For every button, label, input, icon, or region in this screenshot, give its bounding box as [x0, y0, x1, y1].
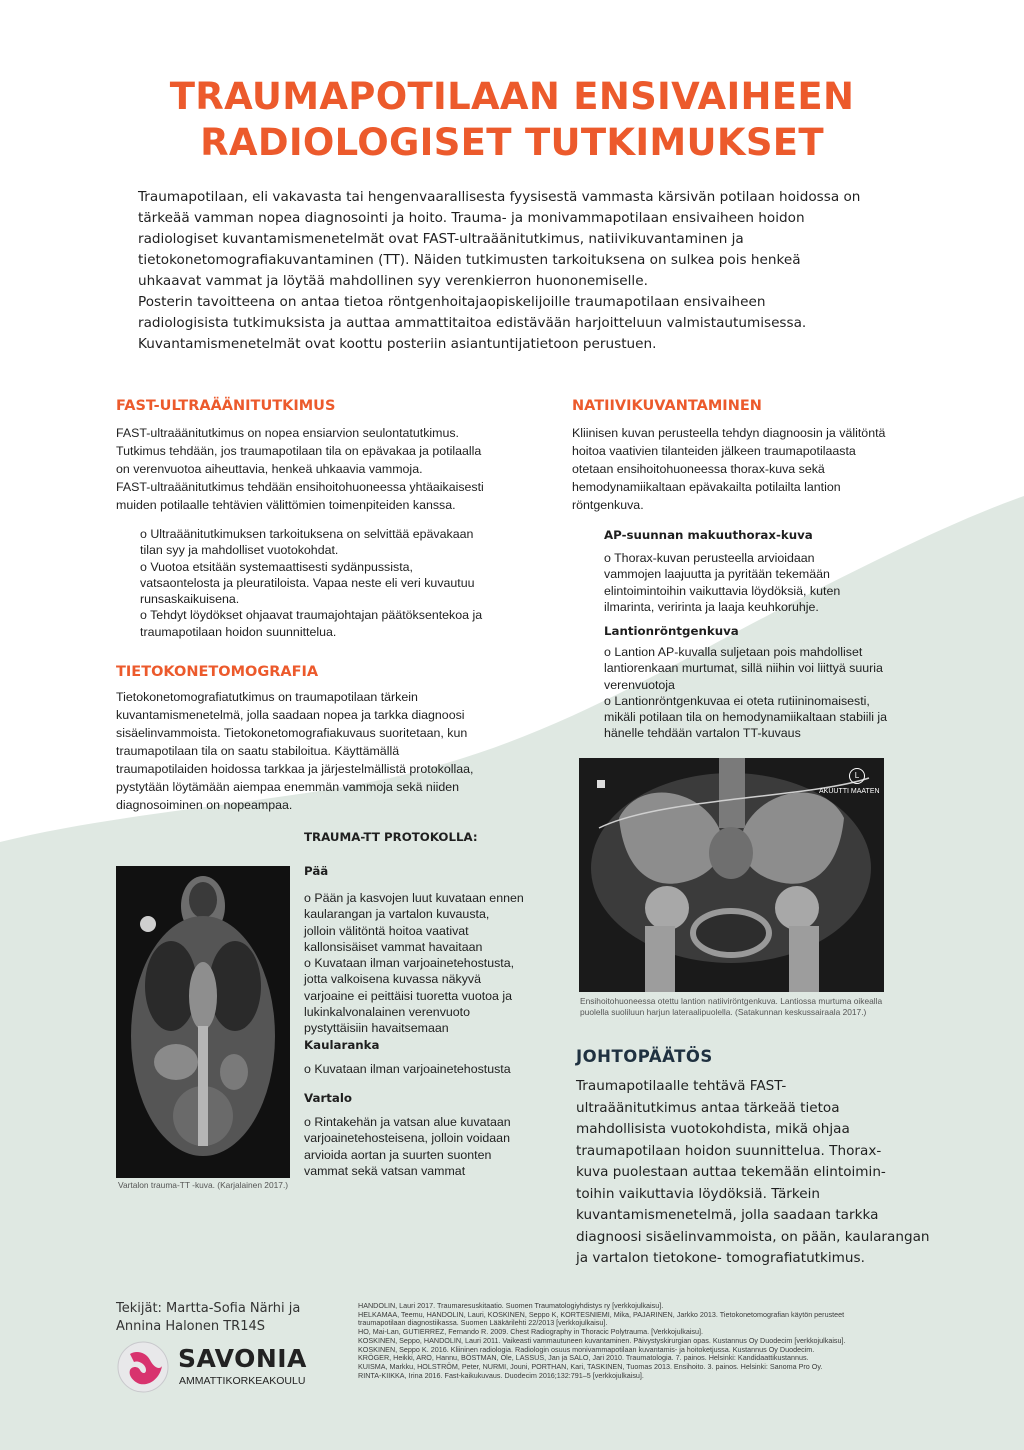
fast-line: Tutkimus tehdään, jos traumapotilaan tila on epävakaa ja potilaalla: [116, 444, 482, 458]
fast-bullet-line: tilan syy ja mahdolliset vuotokohdat.: [140, 543, 339, 558]
xray-caption-line: puolella suoliluun harjun lateraalipuolella. (Satakunnan keskussairaala 2017.): [580, 1007, 867, 1017]
fast-line: muiden potilaalle tehtävien välittömien toimenpiteiden kanssa.: [116, 498, 456, 512]
paa-line: o Kuvataan ilman varjoainetehostusta,: [304, 956, 515, 971]
vartalo-line: o Rintakehän ja vatsan alue kuvataan: [304, 1115, 511, 1129]
fast-bullet-line: vatsaontelosta ja pleuratiloista. Vapaa neste eli veri kuvautuu: [140, 575, 475, 590]
paa-line: varjoaine ei peittäisi tuoretta vuotoa ja: [304, 988, 513, 1003]
ct-scan-graphic: [116, 866, 290, 1178]
savonia-logo: [116, 1340, 316, 1396]
intro-line: Posterin tavoitteena on antaa tietoa röntgenhoitajaopiskelijoille traumapotilaan ensivaiheen: [138, 294, 766, 310]
natiivi-line: otetaan ensihoitohuoneessa thorax-kuva sekä: [572, 462, 825, 476]
fast-paragraph: [116, 424, 516, 514]
ap-thorax-title: AP-suunnan makuuthorax-kuva: [604, 528, 813, 542]
tt-line: traumapotilaiden hoidossa tarkkaa ja järjestelmällistä protokollaa,: [116, 762, 474, 776]
lantio-list: [604, 644, 934, 742]
intro-line: tärkeää vamman nopea diagnosointi ja hoito. Trauma- ja monivammapotilaan ensivaiheen hoidon: [138, 210, 805, 226]
xray-caption: [580, 996, 882, 1018]
tt-line: kuvantamismenetelmä, jolla saadaan nopea ja tarkka diagnoosi: [116, 708, 465, 722]
poster-title: [60, 74, 964, 166]
paa-line: lukinkalvonalainen verenvuoto: [304, 1005, 471, 1020]
natiivi-line: hoitoa vaativien tilanteiden jälkeen traumapotilaasta: [572, 444, 856, 458]
ap-thorax-line: ilmarinta, veririnta ja laaja keuhkoruhje.: [604, 599, 819, 614]
vartalo-line: vammat sekä vatsan vammat: [304, 1163, 466, 1178]
reference-line: HO, Mai-Lan, GUTIERREZ, Fernando R. 2009. Chest Radiography in Thoracic Polytrauma. [Verkkojulkaisu].: [358, 1327, 704, 1337]
ap-thorax-line: elintoimintoihin vaikuttavia löydöksiä, kuten: [604, 583, 841, 598]
conclusion-line: ultraäänitutkimus antaa tärkeää tietoa: [576, 1099, 840, 1116]
tt-heading: TIETOKONETOMOGRAFIA: [116, 664, 319, 680]
tt-paragraph: [116, 688, 516, 814]
logo-subtitle: AMMATTIKORKEAKOULU: [179, 1375, 306, 1387]
vartalo-title: Vartalo: [304, 1091, 353, 1105]
lantio-line: lantiorenkaan murtumat, sillä niihin voi liittyä suuria: [604, 661, 883, 676]
intro-line: tietokonetomografiakuvantaminen (TT). Näiden tutkimusten tarkoituksena on sulkea pois henkeä: [138, 252, 801, 268]
references: [358, 1302, 968, 1380]
conclusion-line: Traumapotilaalle tehtävä FAST-: [576, 1078, 787, 1094]
reference-line: HANDOLIN, Lauri 2017. Traumaresuskitaatio. Suomen Traumatologiyhdistys ry [verkkojulkaisu].: [358, 1301, 664, 1310]
lantio-line: mikäli potilaan tila on hemodynamiikaltaan stabiili ja: [604, 710, 888, 725]
vartalo-list: [304, 1114, 544, 1179]
kaularanka-line: o Kuvataan ilman varjoainetehostusta: [304, 1062, 511, 1076]
authors-line: Tekijät: Martta-Sofia Närhi ja: [116, 1301, 301, 1316]
tt-line: Tietokonetomografiatutkimus on traumapotilaan tärkein: [116, 690, 418, 704]
conclusion-line: toihin vaikuttavia löydöksiä. Tärkein: [576, 1185, 821, 1202]
fast-bullet-line: runsaskaikuisena.: [140, 592, 240, 607]
paa-line: jolloin välitöntä hoitoa vaativat: [304, 923, 469, 938]
natiivi-line: hemodynamiikaltaan epävakailta potilailta lantion: [572, 480, 841, 494]
vartalo-line: varjoainetehosteisena, jolloin voidaan: [304, 1131, 510, 1146]
intro-line: radiologisista tutkimuksista ja auttaa ammattitaitoa edistävään harjoitteluun valmistautumisessa.: [138, 315, 807, 331]
lantio-line: o Lantionröntgenkuvaa ei oteta rutiininomaisesti,: [604, 693, 870, 708]
ap-thorax-line: o Thorax-kuvan perusteella arvioidaan: [604, 551, 815, 565]
fast-line: FAST-ultraäänitutkimus tehdään ensihoitohuoneessa yhtäaikaisesti: [116, 480, 484, 494]
intro-line: uhkaavat vammat ja löytää mahdollinen syy verenkierron huononemiselle.: [138, 273, 648, 289]
logo-name: SAVONIA: [178, 1344, 307, 1373]
intro-line: Kuvantamismenetelmät ovat koottu posteriin asiantuntijatietoon perustuen.: [138, 336, 657, 352]
fast-bullet-line: o Vuotoa etsitään systemaattisesti sydänpussista,: [140, 559, 413, 574]
reference-line: KOSKINEN, Seppo, HANDOLIN, Lauri 2011. Vaikeasti vammautuneen kuvantaminen. Päivystyskirurgian opas. Kustannus Oy Duodecim [verkkojulkaisu].: [358, 1335, 846, 1345]
intro-line: radiologiset kuvantamismenetelmät ovat FAST-ultraäänitutkimus, natiivikuvantaminen ja: [138, 231, 744, 247]
conclusion-heading: JOHTOPÄÄTÖS: [576, 1047, 713, 1066]
reference-line: KUISMA, Markku, HOLSTRÖM, Peter, NURMI, Jouni, PORTHAN, Kari, TASKINEN, Tuomas 2013. Ensihoito. 3. painos. Helsinki: Sanoma Pro Oy.: [358, 1361, 823, 1371]
lantio-title: Lantionröntgenkuva: [604, 624, 739, 638]
lantio-line: o Lantion AP-kuvalla suljetaan pois mahdolliset: [604, 645, 863, 659]
kaularanka-title: Kaularanka: [304, 1038, 380, 1052]
paa-line: kaularangan ja vartalon kuvausta,: [304, 907, 490, 922]
fast-line: FAST-ultraäänitutkimus on nopea ensiarvion seulontatutkimus.: [116, 426, 459, 440]
intro-line: Traumapotilaan, eli vakavasta tai hengenvaarallisesta fyysisestä vammasta kärsivän potilaan hoidossa on: [138, 189, 861, 205]
paa-line: kallonsisäiset vammat havaitaan: [304, 939, 483, 954]
paa-line: jotta valkoisena kuvassa näkyvä: [304, 972, 482, 987]
title-line-1: TRAUMAPOTILAAN ENSIVAIHEEN: [169, 75, 855, 118]
conclusion-line: diagnoosi sisäelinvammoista, on pään, kaularangan: [576, 1228, 930, 1245]
reference-line: HELKAMAA, Teemu, HANDOLIN, Lauri, KOSKINEN, Seppo K, KORTESNIEMI, Mika, PAJARINEN, Jarkko 2013. Tietokonetomografian käytön perusteet: [358, 1309, 845, 1319]
intro-paragraph: [138, 187, 898, 355]
reference-line: KRÖGER, Heikki, ARO, Hannu, BÖSTMAN, Ole, LASSUS, Jan ja SALO, Jari 2010. Traumatologia. 7. painos. Helsinki: Kandidaattikustannus.: [358, 1353, 809, 1363]
fast-bullet-line: o Ultraäänitutkimuksen tarkoituksena on selvittää epävakaan: [140, 527, 474, 541]
conclusion-text: [576, 1076, 930, 1270]
ct-scan-image: [116, 866, 290, 1178]
tt-line: sisäelinvammoista. Tietokonetomografiakuvaus suoritetaan, kun: [116, 726, 468, 740]
ap-thorax-line: vammojen laajuutta ja pyritään tekemään: [604, 567, 830, 582]
reference-line: RINTA-KIIKKA, Irina 2016. Fast-kaikukuvaus. Duodecim 2016;132:791–5 [verkkojulkaisu].: [358, 1370, 644, 1380]
side-marker: L: [849, 768, 865, 784]
authors: [116, 1300, 300, 1336]
conclusion-line: kuvantamismenetelmä, jolla saadaan tarkka: [576, 1207, 879, 1223]
fast-bullet-line: traumapotilaan hoidon suunnittelua.: [140, 624, 337, 639]
conclusion-line: ja vartalon tietokone- tomografiatutkimus.: [576, 1250, 865, 1266]
paa-line: pystyttäisiin havaitsemaan: [304, 1021, 449, 1036]
pelvis-xray-image: [579, 758, 884, 992]
xray-position-label: AKUUTTI MAATEN: [819, 788, 880, 795]
paa-title: Pää: [304, 864, 329, 878]
conclusion-line: kuva puolestaan auttaa tekemään elintoimin-: [576, 1164, 886, 1180]
fast-heading: FAST-ULTRAÄÄNITUTKIMUS: [116, 398, 336, 414]
ct-caption: Vartalon trauma-TT -kuva. (Karjalainen 2017.): [118, 1180, 289, 1190]
natiivi-line: röntgenkuva.: [572, 498, 644, 512]
vartalo-line: arvioida aortan ja suurten suonten: [304, 1147, 492, 1162]
savonia-logo-icon: [116, 1340, 170, 1394]
conclusion-line: mahdollisista vuotokohdista, mikä ohjaa: [576, 1121, 850, 1137]
reference-line: traumapotilaan diagnostiikassa. Suomen Lääkärilehti 22/2013 [verkkojulkaisu].: [358, 1318, 608, 1328]
lantio-line: verenvuotoja: [604, 677, 675, 692]
lantio-line: hänelle tehdään vartalon TT-kuvaus: [604, 726, 801, 741]
ap-thorax-list: [604, 550, 924, 615]
natiivi-heading: NATIIVIKUVANTAMINEN: [572, 398, 762, 414]
tt-line: diagnosoiminen on nopeampaa.: [116, 798, 293, 812]
authors-line: Annina Halonen TR14S: [116, 1319, 266, 1334]
natiivi-paragraph: [572, 424, 932, 514]
paa-line: o Pään ja kasvojen luut kuvataan ennen: [304, 891, 524, 905]
tt-line: traumapotilaan tila on saatu stabiloitua. Käyttämällä: [116, 744, 400, 758]
protocol-title: TRAUMA-TT PROTOKOLLA:: [304, 830, 478, 844]
xray-caption-line: Ensihoitohuoneessa otettu lantion natiiviröntgenkuva. Lantiossa murtuma oikealla: [580, 996, 883, 1006]
fast-bullet-line: o Tehdyt löydökset ohjaavat traumajohtajan päätöksentekoa ja: [140, 608, 483, 623]
natiivi-line: Kliinisen kuvan perusteella tehdyn diagnoosin ja välitöntä: [572, 426, 886, 440]
conclusion-line: traumapotilaan hoidon suunnittelua. Thorax-: [576, 1142, 882, 1159]
tt-line: pystytään löytämään aiempaa enemmän vammoja sekä niiden: [116, 780, 459, 794]
title-line-2: RADIOLOGISET TUTKIMUKSET: [200, 121, 824, 164]
fast-bullets: [140, 526, 520, 640]
paa-list: [304, 890, 544, 1037]
reference-line: KOSKINEN, Seppo K. 2016. Kliininen radiologia. Radiologin osuus monivammapotilaan kuvantamis- ja hoitoketjussa. Kustannus Oy Duodecim.: [358, 1344, 815, 1354]
fast-line: on verenvuotoa aiheuttavia, henkeä uhkaavia vammoja.: [116, 462, 423, 476]
